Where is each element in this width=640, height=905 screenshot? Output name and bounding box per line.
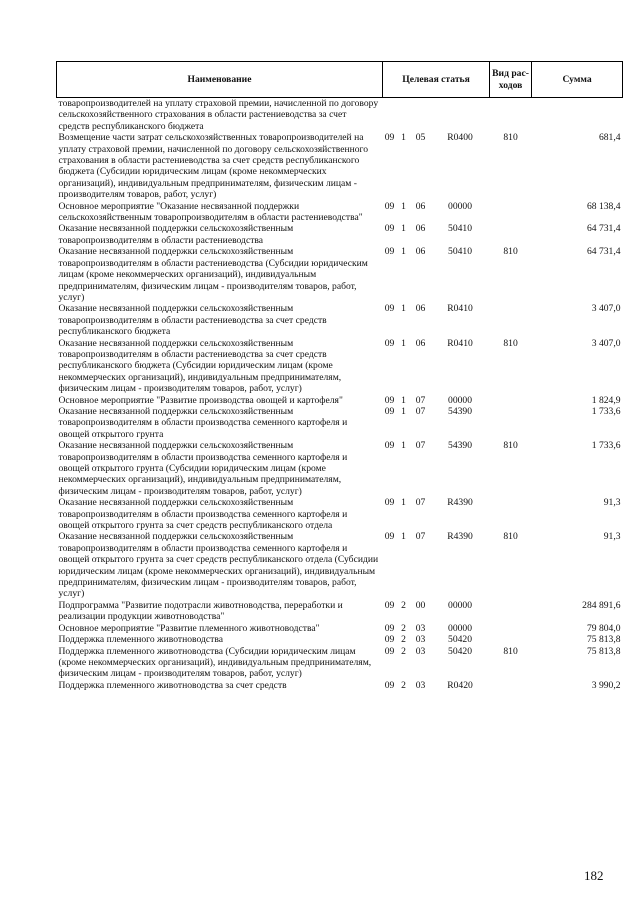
cell-sum: 91,3 (603, 497, 621, 509)
cell-direction: R0410 (447, 337, 473, 349)
cell-event: 07 (415, 394, 426, 406)
cell-program: 09 (384, 394, 395, 406)
cell-sum (532, 98, 623, 133)
cell-event: 06 (415, 223, 426, 235)
table-row (57, 201, 623, 224)
cell-name: Поддержка племенного животноводства за счет средств (58, 679, 287, 691)
cell-event: 05 (415, 132, 426, 144)
header-expense-type: Вид рас-ходов (490, 62, 532, 98)
header-sum: Сумма (532, 62, 623, 98)
cell-event: 06 (415, 337, 426, 349)
cell-subprogram: 2 (401, 634, 406, 646)
cell-name: Оказание несвязанной поддержки сельскохозяйственным товаропроизводителям в области растениеводства (Субсидии юридическим лицам (кроме некоммерческих организаций), индивидуальным предпринимателям, физическим лицам - производителям товаров, работ, услуг) (58, 246, 368, 303)
cell-name: товаропроизводителей на уплату страховой премии, начисленной по договору сельскохозяйственного страхования в области растениеводства за счет средств республиканского бюджета (58, 98, 379, 132)
cell-subprogram: 2 (401, 679, 406, 691)
cell-program: 09 (384, 223, 395, 235)
cell-sum: 1 733,6 (591, 405, 621, 417)
cell-event: 03 (415, 634, 426, 646)
cell-expense-type (490, 497, 532, 531)
cell-name: Оказание несвязанной поддержки сельскохозяйственным товаропроизводителям в области растениеводства за счет средств республиканского бюджета (Субсидии юридическим лицам (кроме некоммерческих организаций), индивидуальным предпринимателям, физическим лицам - производителям товаров, работ, услуг) (58, 337, 342, 395)
cell-direction: 00000 (448, 622, 473, 634)
cell-name: Основное мероприятие "Оказание несвязанной поддержки сельскохозяйственным товаропроизводителям в области растениеводства" (58, 200, 363, 224)
cell-expense-type (490, 406, 532, 440)
cell-event: 03 (415, 645, 426, 657)
cell-direction: 54390 (448, 405, 473, 417)
cell-subprogram: 1 (401, 337, 406, 349)
cell-program: 09 (384, 497, 395, 509)
budget-table (56, 61, 623, 691)
cell-subprogram: 1 (401, 303, 406, 315)
table-row (57, 406, 623, 440)
cell-event (411, 98, 431, 133)
cell-event: 07 (415, 497, 426, 509)
cell-name: Возмещение части затрат сельскохозяйственных товаропроизводителей на уплату страховой премии, начисленной по договору сельскохозяйственного страхования в области растениеводства за счет средств республиканского бюджета (Субсидии юридическим лицам (кроме некоммерческих организаций), индивидуальным предпринимателям, физическим лицам - производителям товаров, работ, услуг) (58, 132, 369, 201)
cell-sum: 64 731,4 (586, 223, 621, 235)
cell-name: Оказание несвязанной поддержки сельскохозяйственным товаропроизводителям в области производства семенного картофеля и овощей открытого грунта (Субсидии юридическим лицам (кроме некоммерческих организаций), индивидуальным предпринимателям, физическим лицам - производителям товаров, работ, услуг) (58, 440, 348, 497)
cell-subprogram: 1 (401, 440, 406, 452)
cell-subprogram: 2 (401, 645, 406, 657)
table-row (57, 395, 623, 406)
cell-expense-type (490, 634, 532, 645)
cell-sum: 681,4 (598, 132, 621, 144)
cell-direction: 50420 (448, 634, 473, 646)
table-row (57, 623, 623, 634)
cell-sum: 3 990,2 (591, 679, 621, 691)
cell-event: 07 (415, 440, 426, 452)
cell-subprogram: 1 (401, 200, 406, 212)
cell-name: Оказание несвязанной поддержки сельскохозяйственным товаропроизводителям в области растениеводства (58, 223, 294, 246)
cell-event: 00 (415, 599, 426, 611)
table-row (57, 440, 623, 497)
cell-direction: 54390 (448, 440, 473, 452)
cell-event: 03 (415, 622, 426, 634)
cell-event: 06 (415, 246, 426, 258)
cell-subprogram: 1 (401, 394, 406, 406)
cell-direction: 00000 (448, 200, 473, 212)
cell-name: Основное мероприятие "Развитие производства овощей и картофеля" (58, 394, 343, 406)
cell-expense-type: 810 (503, 645, 518, 657)
cell-name: Оказание несвязанной поддержки сельскохозяйственным товаропроизводителям в области растениеводства за счет средств республиканского бюджета (58, 303, 327, 338)
cell-expense-type (490, 623, 532, 634)
table-row (57, 98, 623, 133)
cell-subprogram: 1 (401, 497, 406, 509)
cell-event: 03 (415, 679, 426, 691)
cell-direction (431, 98, 490, 133)
cell-expense-type (490, 223, 532, 246)
cell-program: 09 (384, 679, 395, 691)
cell-sum: 79 804,0 (586, 622, 621, 634)
cell-direction: 00000 (448, 394, 473, 406)
cell-direction: 50410 (448, 246, 473, 258)
cell-expense-type (490, 303, 532, 337)
table-row (57, 531, 623, 599)
cell-subprogram (397, 98, 411, 133)
cell-event: 07 (415, 405, 426, 417)
cell-program: 09 (384, 405, 395, 417)
table-row (57, 132, 623, 200)
table-row (57, 646, 623, 680)
table-row (57, 634, 623, 645)
header-name: Наименование (57, 62, 383, 98)
cell-direction: 50410 (448, 223, 473, 235)
cell-program: 09 (384, 246, 395, 258)
cell-direction: 50420 (448, 645, 473, 657)
cell-expense-type (490, 395, 532, 406)
cell-name: Оказание несвязанной поддержки сельскохозяйственным товаропроизводителям в области производства семенного картофеля и овощей открытого грунта (58, 405, 348, 440)
cell-sum: 91,3 (603, 531, 621, 543)
cell-subprogram: 1 (401, 405, 406, 417)
page-number: 182 (584, 868, 604, 883)
cell-program: 09 (384, 634, 395, 646)
table-row (57, 497, 623, 531)
cell-program: 09 (384, 622, 395, 634)
cell-name: Поддержка племенного животноводства (Субсидии юридическим лицам (кроме некоммерческих организаций), индивидуальным предпринимателям, физическим лицам - производителям товаров, работ, услуг) (58, 645, 372, 680)
cell-name: Оказание несвязанной поддержки сельскохозяйственным товаропроизводителям в области производства семенного картофеля и овощей открытого грунта за счет средств республиканского отдела (Субсидии юридическим лицам (кроме некоммерческих организаций), индивидуальным предпринимателям, физическим лицам - производителям товаров, работ, услуг) (58, 531, 379, 600)
cell-expense-type: 810 (503, 440, 518, 452)
cell-direction: R4390 (447, 531, 473, 543)
table-row (57, 303, 623, 337)
cell-subprogram: 1 (401, 132, 406, 144)
cell-subprogram: 2 (401, 599, 406, 611)
cell-name: Поддержка племенного животноводства (58, 634, 224, 646)
cell-subprogram: 1 (401, 223, 406, 235)
cell-expense-type (490, 600, 532, 623)
header-target: Целевая статья (383, 62, 490, 98)
cell-expense-type: 810 (503, 132, 518, 144)
cell-direction: R0400 (447, 132, 473, 144)
cell-program: 09 (384, 303, 395, 315)
cell-name: Основное мероприятие "Развитие племенного животноводства" (58, 622, 320, 634)
cell-expense-type (490, 98, 532, 133)
table-row (57, 338, 623, 395)
cell-expense-type: 810 (503, 337, 518, 349)
cell-program: 09 (384, 337, 395, 349)
cell-direction: R4390 (447, 497, 473, 509)
cell-sum: 75 813,8 (586, 645, 621, 657)
table-row (57, 246, 623, 303)
cell-program: 09 (384, 645, 395, 657)
cell-name: Оказание несвязанной поддержки сельскохозяйственным товаропроизводителям в области производства семенного картофеля и овощей открытого грунта за счет средств республиканского отдела (58, 497, 348, 532)
cell-sum: 68 138,4 (586, 200, 621, 212)
cell-sum: 1 733,6 (591, 440, 621, 452)
cell-expense-type: 810 (503, 531, 518, 543)
cell-expense-type (490, 201, 532, 224)
table-row (57, 223, 623, 246)
cell-subprogram: 1 (401, 246, 406, 258)
cell-direction: R0420 (447, 679, 473, 691)
cell-subprogram: 2 (401, 622, 406, 634)
cell-program: 09 (384, 132, 395, 144)
cell-expense-type: 810 (503, 246, 518, 258)
table-row (57, 600, 623, 623)
cell-event: 06 (415, 200, 426, 212)
cell-name: Подпрограмма "Развитие подотрасли животноводства, переработки и реализации продукции животноводства" (58, 599, 343, 623)
cell-sum: 75 813,8 (586, 634, 621, 646)
cell-program: 09 (384, 440, 395, 452)
cell-subprogram: 1 (401, 531, 406, 543)
cell-program: 09 (384, 200, 395, 212)
cell-event: 07 (415, 531, 426, 543)
table-row (57, 680, 623, 691)
cell-sum: 64 731,4 (586, 246, 621, 258)
cell-sum: 1 824,9 (591, 394, 621, 406)
cell-sum: 284 891,6 (582, 599, 621, 611)
table-header-row (57, 62, 623, 98)
cell-program: 09 (384, 531, 395, 543)
cell-program (383, 98, 397, 133)
cell-event: 06 (415, 303, 426, 315)
cell-sum: 3 407,0 (591, 337, 621, 349)
cell-direction: R0410 (447, 303, 473, 315)
cell-program: 09 (384, 599, 395, 611)
table-body (57, 98, 623, 692)
cell-direction: 00000 (448, 599, 473, 611)
cell-sum: 3 407,0 (591, 303, 621, 315)
cell-expense-type (490, 680, 532, 691)
